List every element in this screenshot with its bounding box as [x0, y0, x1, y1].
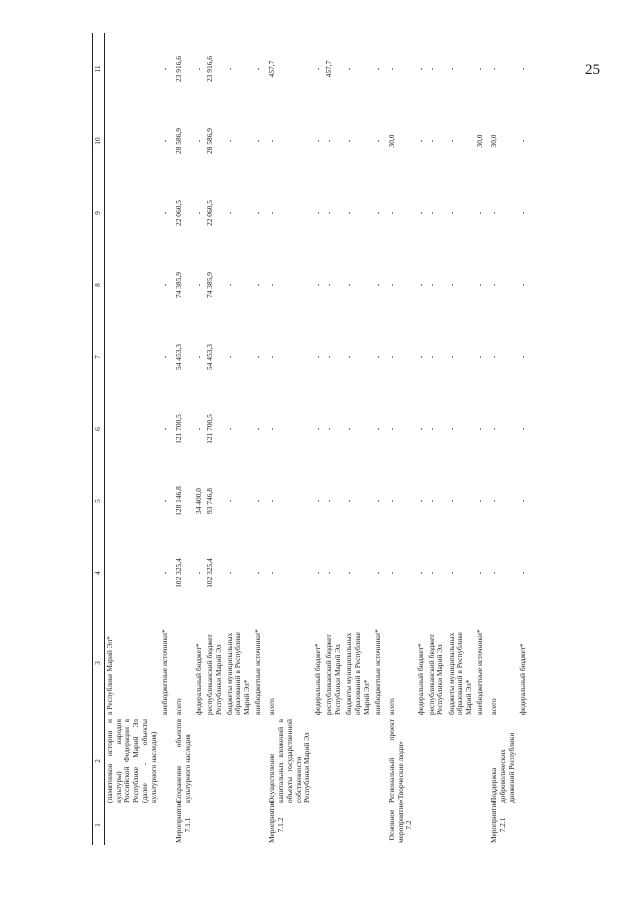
measure-name-cell — [373, 717, 384, 805]
measure-number-cell — [205, 805, 225, 845]
funding-source-cell: федеральный бюджет* — [415, 643, 425, 715]
amount-cell: 23 916,6 — [173, 56, 183, 82]
amount-cell: 30,0 — [386, 134, 396, 148]
amount-cell — [104, 393, 159, 465]
amount-cell: 121 700,5 — [204, 414, 214, 444]
column-number-header: 10 — [93, 105, 105, 177]
measure-number-cell — [344, 805, 373, 845]
amount-cell: - — [193, 355, 203, 359]
measure-number-cell — [193, 805, 204, 845]
amount-cell: - — [446, 211, 456, 215]
amount-cell: 128 146,8 — [173, 486, 183, 516]
table-row — [475, 33, 486, 845]
funding-source-cell: бюджеты муниципальных образований в Республике Марий Эл* — [224, 632, 252, 715]
amount-cell: - — [324, 355, 334, 359]
amount-cell: - — [372, 499, 382, 503]
amount-cell: 74 385,9 — [204, 272, 214, 298]
amount-cell: - — [253, 67, 263, 71]
table-row — [253, 33, 264, 845]
amount-cell: - — [159, 283, 169, 287]
amount-cell: - — [415, 499, 425, 503]
amount-cell — [104, 537, 159, 609]
amount-cell: - — [193, 139, 203, 143]
amount-cell: - — [267, 427, 277, 431]
funding-source-cell: внебюджетные источники* — [372, 629, 382, 715]
amount-cell: - — [224, 283, 234, 287]
amount-cell — [104, 321, 159, 393]
column-number-header: 5 — [93, 465, 105, 537]
column-number-header: 1 — [93, 805, 105, 845]
measure-name-cell — [253, 717, 264, 805]
measure-number-cell — [313, 805, 324, 845]
measure-name-cell — [426, 717, 446, 805]
table-body — [104, 33, 528, 845]
measure-number-cell — [415, 805, 426, 845]
amount-cell: - — [313, 139, 323, 143]
amount-cell: 28 586,9 — [173, 128, 183, 154]
amount-cell: - — [372, 427, 382, 431]
column-number-header: 4 — [93, 537, 105, 609]
measure-number-cell: Мероприятие 7.2.1 — [489, 800, 507, 843]
table-row — [344, 33, 373, 845]
measure-name-cell — [475, 717, 486, 805]
amount-cell: 54 453,3 — [173, 344, 183, 370]
table-header — [93, 33, 105, 845]
amount-cell: 23 916,6 — [204, 56, 214, 82]
funding-source-cell: федеральный бюджет* — [517, 643, 527, 715]
amount-cell: - — [415, 283, 425, 287]
amount-cell: - — [159, 355, 169, 359]
table-row — [518, 33, 529, 845]
amount-cell: - — [386, 283, 396, 287]
amount-cell: - — [344, 283, 354, 287]
amount-cell — [104, 249, 159, 321]
measure-number-cell: Мероприятие 7.1.2 — [267, 800, 286, 843]
amount-cell: - — [489, 211, 499, 215]
amount-cell: - — [267, 283, 277, 287]
measure-name-cell: Сохранение объектов культурного наследия — [173, 719, 192, 803]
table-row — [104, 33, 159, 845]
table-row — [205, 33, 225, 845]
amount-cell: - — [344, 67, 354, 71]
amount-cell: - — [159, 139, 169, 143]
amount-cell: - — [344, 355, 354, 359]
measure-name-cell: Региональный проект «Творческие люди» — [386, 719, 405, 803]
amount-cell: - — [415, 211, 425, 215]
column-number-header: 3 — [93, 609, 105, 717]
amount-cell: - — [475, 355, 485, 359]
measure-number-cell — [518, 805, 529, 845]
measure-name-cell — [224, 717, 253, 805]
column-number-header: 2 — [93, 717, 105, 805]
table-row — [373, 33, 384, 845]
measure-name-cell — [415, 717, 426, 805]
amount-cell: - — [415, 427, 425, 431]
amount-cell: - — [193, 427, 203, 431]
amount-cell: - — [224, 427, 234, 431]
amount-cell: - — [446, 67, 456, 71]
amount-cell: - — [267, 499, 277, 503]
amount-cell: - — [386, 355, 396, 359]
measure-name-cell: (памятников истории и культуры) народов Российской Федерации в Республике Марий Эл (далее - объекты культурного наследия) — [104, 719, 158, 803]
amount-cell: - — [253, 571, 263, 575]
amount-cell: - — [426, 571, 436, 575]
measure-number-cell: Мероприятие 7.1.1 — [173, 800, 192, 843]
amount-cell: - — [253, 427, 263, 431]
amount-cell: 30,0 — [489, 134, 499, 148]
amount-cell: - — [517, 499, 527, 503]
measure-name-cell — [518, 717, 529, 805]
measure-name-cell — [193, 717, 204, 805]
amount-cell: - — [489, 571, 499, 575]
amount-cell: - — [517, 355, 527, 359]
amount-cell: - — [193, 283, 203, 287]
amount-cell: - — [475, 283, 485, 287]
table-row — [267, 33, 313, 845]
measure-number-cell — [426, 805, 446, 845]
amount-cell: - — [372, 283, 382, 287]
amount-cell: - — [313, 211, 323, 215]
amount-cell: - — [313, 355, 323, 359]
amount-cell: - — [446, 283, 456, 287]
column-number-header: 6 — [93, 393, 105, 465]
amount-cell: 102 325,4 — [173, 558, 183, 588]
measure-name-cell — [344, 717, 373, 805]
amount-cell: - — [313, 67, 323, 71]
amount-cell: - — [324, 139, 334, 143]
amount-cell: - — [193, 571, 203, 575]
amount-cell: - — [415, 355, 425, 359]
amount-cell: - — [313, 427, 323, 431]
amount-cell: - — [426, 427, 436, 431]
measure-number-cell — [324, 805, 344, 845]
amount-cell: - — [159, 571, 169, 575]
measure-number-cell — [224, 805, 253, 845]
amount-cell: - — [489, 355, 499, 359]
amount-cell: - — [517, 427, 527, 431]
measure-number-cell — [373, 805, 384, 845]
amount-cell: - — [253, 355, 263, 359]
amount-cell: - — [446, 139, 456, 143]
amount-cell: - — [489, 499, 499, 503]
amount-cell: - — [517, 211, 527, 215]
budget-table — [92, 33, 529, 845]
amount-cell: - — [159, 67, 169, 71]
amount-cell: - — [489, 283, 499, 287]
table-row — [426, 33, 446, 845]
amount-cell — [104, 177, 159, 249]
measure-number-cell: Основное мероприятие 7.2 — [386, 802, 414, 843]
amount-cell: - — [267, 355, 277, 359]
funding-source-cell: республиканский бюджет Республики Марий Эл — [426, 634, 445, 715]
funding-source-cell: бюджеты муниципальных образований в Республике Марий Эл* — [446, 632, 473, 715]
amount-cell: 28 586,9 — [204, 128, 214, 154]
amount-cell: - — [372, 67, 382, 71]
amount-cell: 54 453,3 — [204, 344, 214, 370]
funding-source-cell: республиканский бюджет Республики Марий Эл — [204, 634, 223, 715]
amount-cell: - — [267, 571, 277, 575]
amount-cell: - — [386, 427, 396, 431]
amount-cell: - — [426, 355, 436, 359]
amount-cell: 34 400,0 — [193, 488, 203, 514]
amount-cell: - — [426, 67, 436, 71]
amount-cell: - — [193, 67, 203, 71]
amount-cell: - — [344, 571, 354, 575]
amount-cell: - — [475, 427, 485, 431]
funding-source-cell: внебюджетные источники* — [253, 629, 263, 715]
column-number-header: 11 — [93, 33, 105, 105]
amount-cell: - — [324, 211, 334, 215]
amount-cell: - — [224, 67, 234, 71]
amount-cell: - — [446, 355, 456, 359]
amount-cell: - — [313, 499, 323, 503]
amount-cell: - — [267, 211, 277, 215]
amount-cell: 93 746,8 — [204, 488, 214, 514]
funding-source-cell: всего — [489, 698, 499, 715]
amount-cell: - — [224, 211, 234, 215]
measure-name-cell — [446, 717, 475, 805]
funding-source-cell: внебюджетные источники* — [159, 629, 169, 715]
amount-cell: - — [446, 427, 456, 431]
amount-cell: - — [426, 283, 436, 287]
table-row — [446, 33, 475, 845]
measure-number-cell — [160, 805, 171, 845]
measure-number-cell — [446, 805, 475, 845]
table-row — [160, 33, 171, 845]
funding-source-cell: всего — [173, 698, 183, 715]
amount-cell: - — [426, 139, 436, 143]
amount-cell: - — [193, 211, 203, 215]
measure-number-cell — [104, 805, 159, 845]
amount-cell: - — [224, 139, 234, 143]
funding-source-cell: республиканский бюджет Республики Марий Эл — [324, 634, 343, 715]
amount-cell — [104, 465, 159, 537]
amount-cell: - — [159, 211, 169, 215]
amount-cell: - — [415, 67, 425, 71]
funding-source-cell: внебюджетные источники* — [475, 629, 485, 715]
funding-source-cell: бюджеты муниципальных образований в Республике Марий Эл* — [344, 632, 371, 715]
amount-cell: - — [426, 499, 436, 503]
amount-cell: - — [415, 139, 425, 143]
funding-source-cell: федеральный бюджет* — [313, 643, 323, 715]
column-number-header: 7 — [93, 321, 105, 393]
amount-cell — [104, 33, 159, 105]
amount-cell: - — [475, 211, 485, 215]
amount-cell: - — [253, 139, 263, 143]
funding-source-cell: всего — [267, 698, 277, 715]
amount-cell: 102 325,4 — [204, 558, 214, 588]
amount-cell: - — [224, 355, 234, 359]
table-row — [324, 33, 344, 845]
table-row — [415, 33, 426, 845]
table-row — [313, 33, 324, 845]
amount-cell: - — [224, 499, 234, 503]
amount-cell: - — [344, 427, 354, 431]
table-row — [489, 33, 518, 845]
amount-cell: - — [386, 499, 396, 503]
amount-cell — [104, 105, 159, 177]
measure-name-cell: Осуществление капитальных вложений в объекты государственной собственности Республики Марий Эл — [267, 719, 312, 803]
amount-cell: - — [517, 139, 527, 143]
funding-source-cell: в Республике Марий Эл* — [104, 636, 114, 715]
table-row — [193, 33, 204, 845]
amount-cell: - — [386, 211, 396, 215]
measure-number-cell — [253, 805, 264, 845]
amount-cell: 457,7 — [267, 60, 277, 78]
table-row — [224, 33, 253, 845]
amount-cell: 74 385,9 — [173, 272, 183, 298]
amount-cell: - — [415, 571, 425, 575]
measure-name-cell — [205, 717, 225, 805]
amount-cell: - — [344, 139, 354, 143]
amount-cell: - — [475, 67, 485, 71]
amount-cell: - — [324, 499, 334, 503]
amount-cell: - — [324, 427, 334, 431]
amount-cell: - — [517, 571, 527, 575]
funding-source-cell: федеральный бюджет* — [193, 643, 203, 715]
measure-name-cell: Поддержка добровольческих движений Республики — [489, 732, 516, 803]
column-number-header: 8 — [93, 249, 105, 321]
amount-cell: - — [446, 571, 456, 575]
measure-number-cell — [475, 805, 486, 845]
measure-name-cell — [313, 717, 324, 805]
amount-cell: - — [159, 427, 169, 431]
amount-cell: - — [372, 211, 382, 215]
amount-cell: - — [344, 211, 354, 215]
amount-cell: - — [446, 499, 456, 503]
amount-cell: - — [324, 571, 334, 575]
amount-cell: - — [475, 499, 485, 503]
amount-cell: 30,0 — [475, 134, 485, 148]
table-row — [174, 33, 194, 845]
amount-cell: - — [253, 211, 263, 215]
amount-cell: - — [313, 571, 323, 575]
amount-cell: - — [517, 283, 527, 287]
amount-cell: - — [489, 67, 499, 71]
amount-cell: - — [159, 499, 169, 503]
amount-cell: - — [386, 571, 396, 575]
amount-cell: - — [386, 67, 396, 71]
amount-cell: - — [489, 427, 499, 431]
amount-cell: 22 060,5 — [173, 200, 183, 226]
amount-cell: 22 060,5 — [204, 200, 214, 226]
amount-cell: - — [324, 283, 334, 287]
measure-name-cell — [160, 717, 171, 805]
measure-name-cell — [324, 717, 344, 805]
amount-cell: - — [475, 571, 485, 575]
amount-cell: - — [267, 139, 277, 143]
amount-cell: - — [253, 499, 263, 503]
amount-cell: - — [224, 571, 234, 575]
amount-cell: - — [372, 139, 382, 143]
amount-cell: - — [253, 283, 263, 287]
table-row — [387, 33, 416, 845]
amount-cell: - — [517, 67, 527, 71]
amount-cell: 121 700,5 — [173, 414, 183, 444]
amount-cell: - — [426, 211, 436, 215]
amount-cell: - — [313, 283, 323, 287]
amount-cell: - — [372, 571, 382, 575]
page-number: 25 — [585, 62, 600, 78]
amount-cell: - — [372, 355, 382, 359]
amount-cell: - — [344, 499, 354, 503]
funding-source-cell: всего — [386, 698, 396, 715]
column-number-header: 9 — [93, 177, 105, 249]
amount-cell: 457,7 — [324, 60, 334, 78]
